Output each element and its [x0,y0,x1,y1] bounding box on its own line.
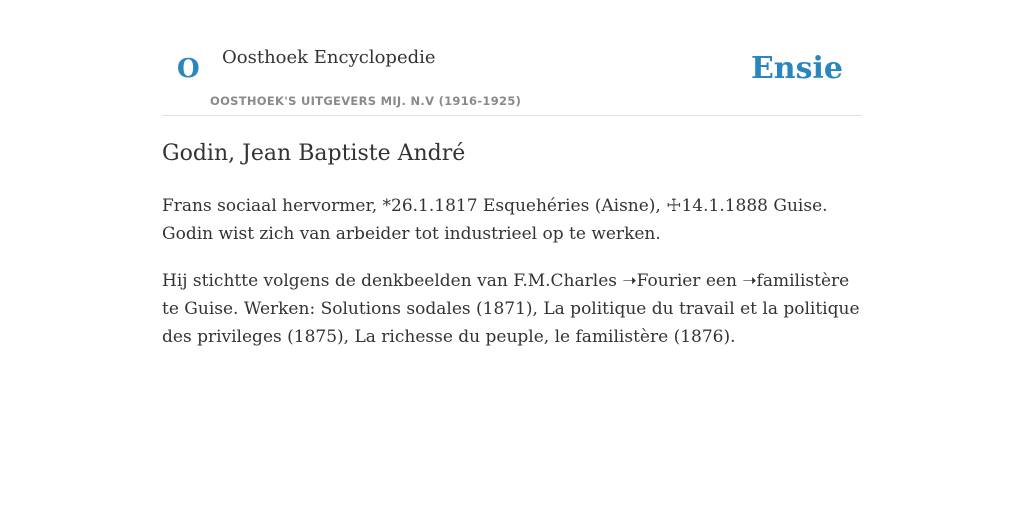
article-paragraph: Hij stichtte volgens de denkbeelden van F.M.Charles ➝Fourier een ➝familistère te Guise. Werken: Solutions sodales (1871), La politique du travail et la politique des privileges (1875), La richesse du peuple, le familistère (1876). [162,271,860,347]
article-paragraph: Frans sociaal hervormer, *26.1.1817 Esquehéries (Aisne), ☩14.1.1888 Guise. Godin wist zich van arbeider tot industrieel op te werken. [162,196,828,244]
oosthoek-logo-icon[interactable]: O [177,54,200,84]
article-title: Godin, Jean Baptiste André [162,141,466,166]
ensie-brand-link[interactable]: Ensie [750,51,843,86]
publisher-label: OOSTHOEK'S UITGEVERS MIJ. N.V (1916-1925) [210,94,522,108]
article [162,138,867,351]
site-name-link[interactable]: Oosthoek Encyclopedie [222,47,436,68]
site-header [162,30,862,116]
